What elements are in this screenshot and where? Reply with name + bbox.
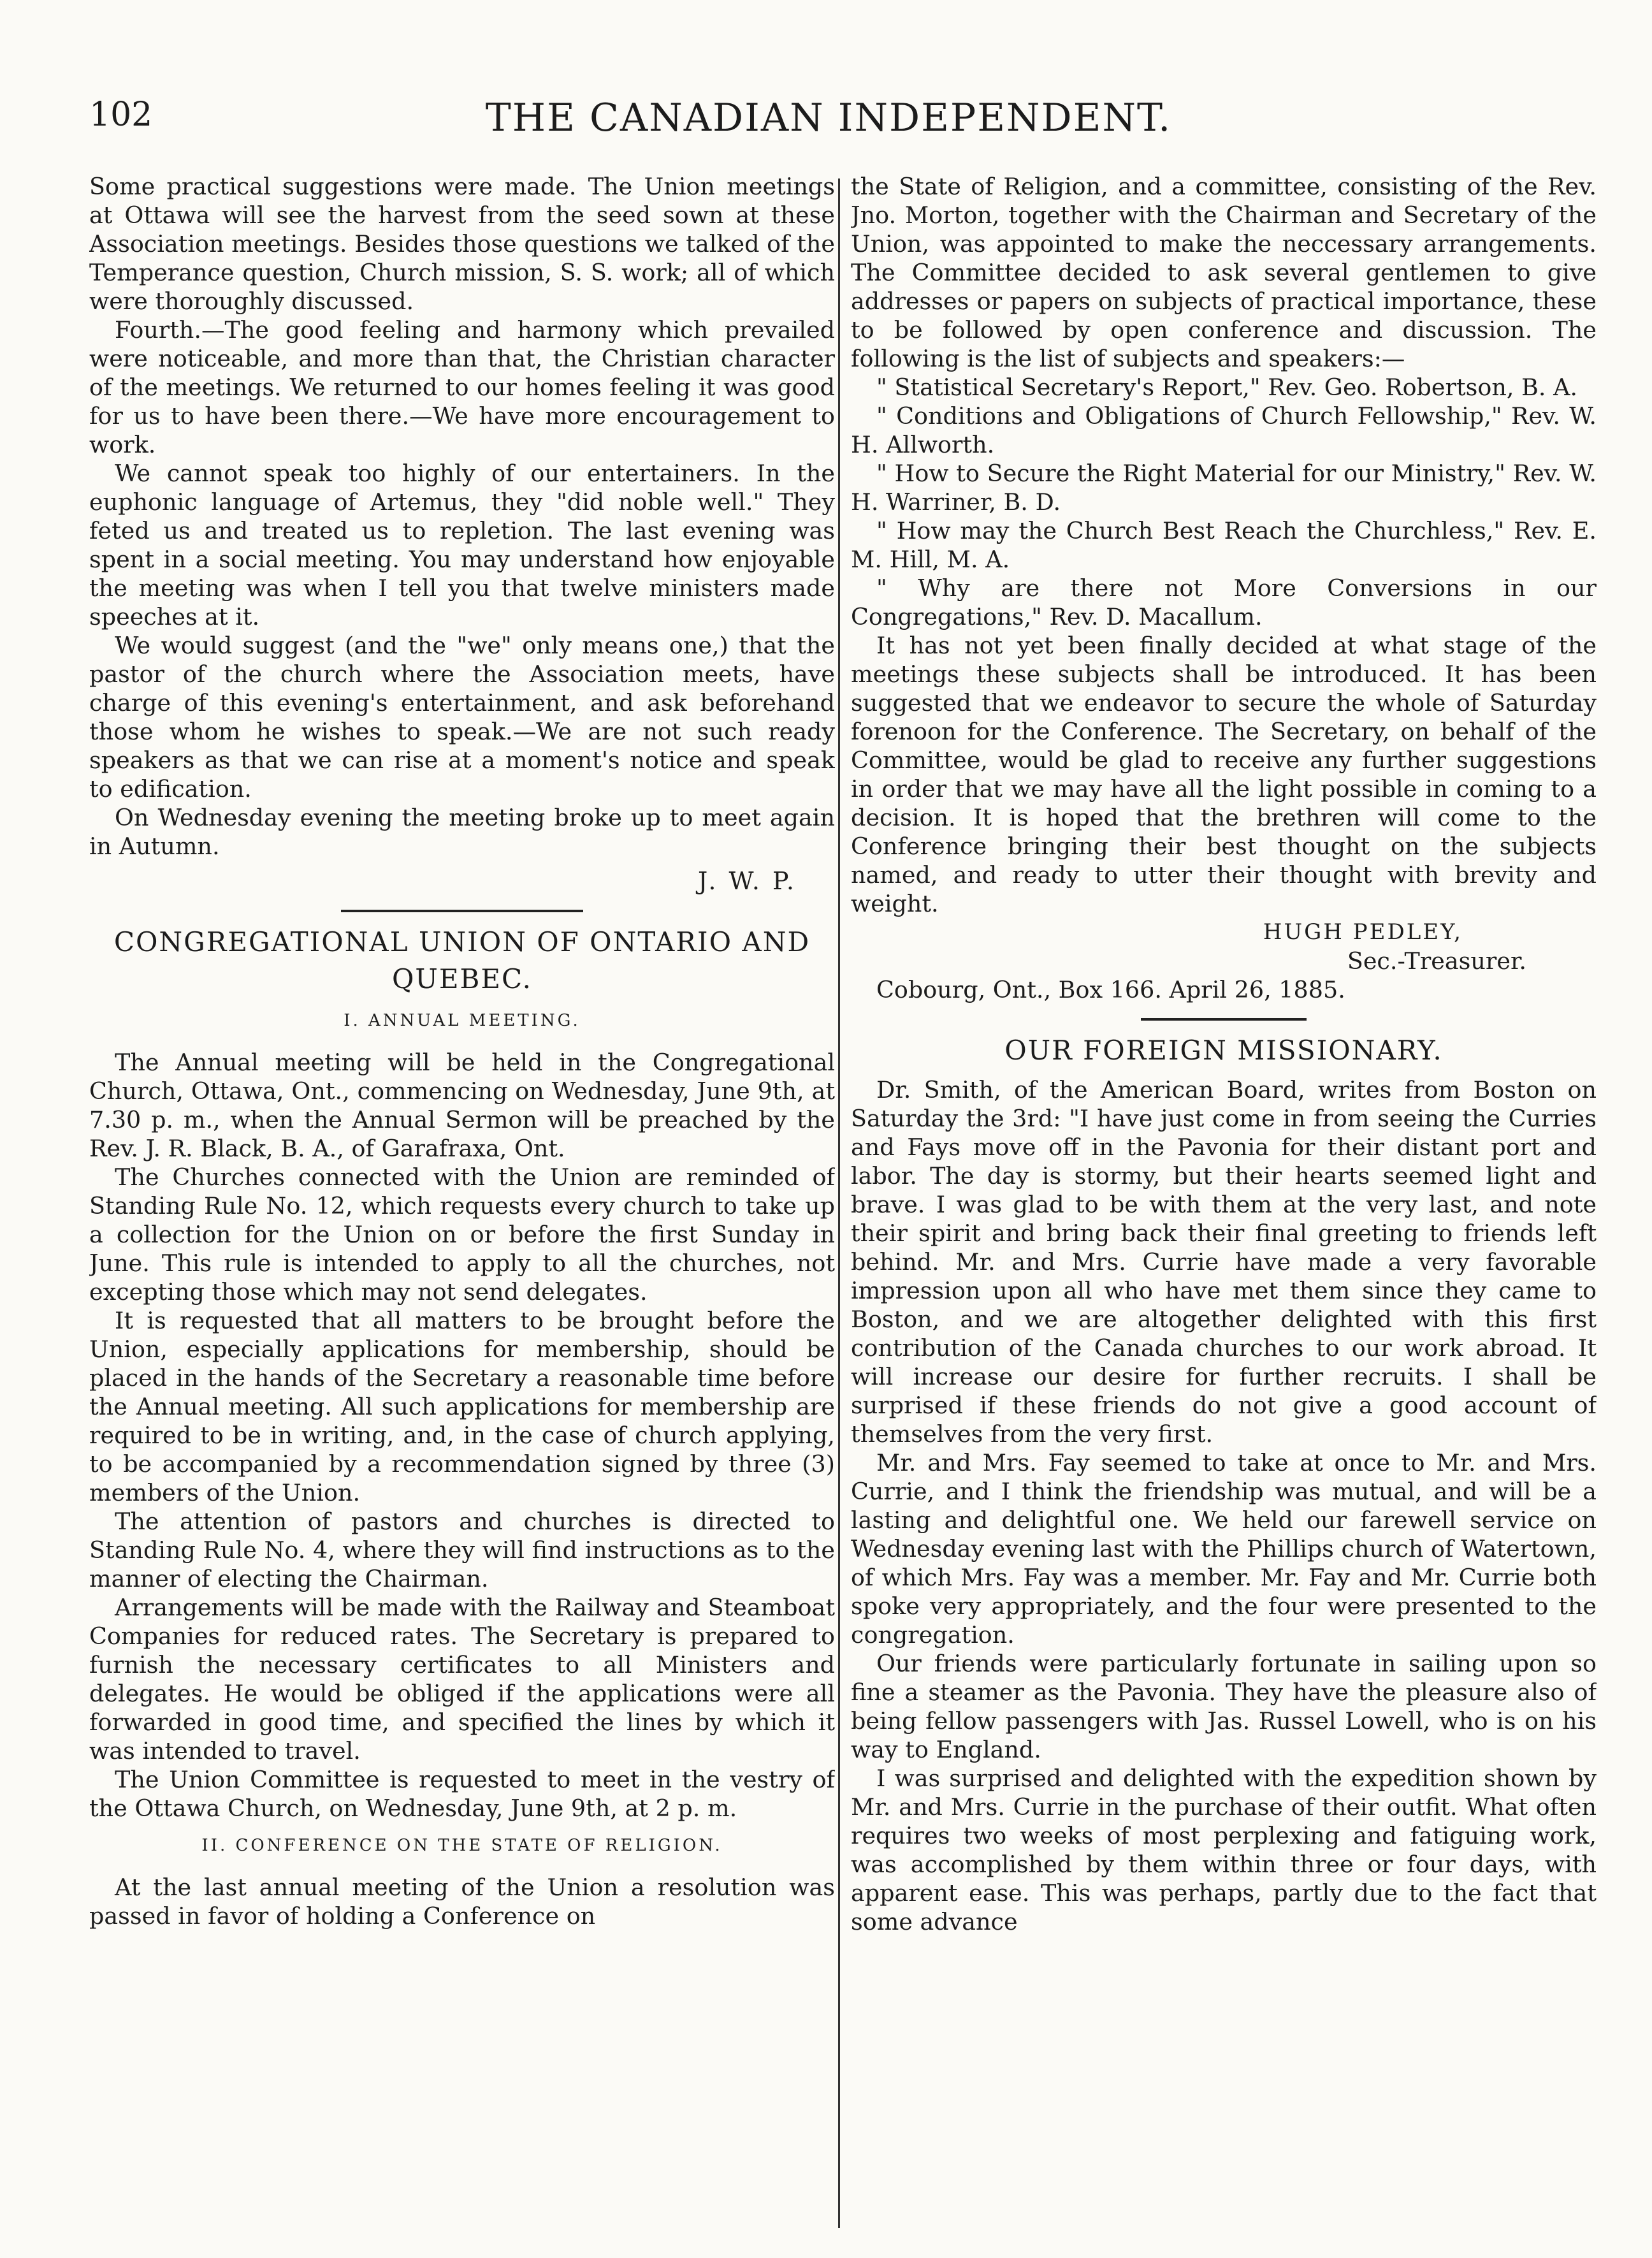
article-paragraph: The Churches connected with the Union are reminded of Standing Rule No. 12, which requests every church to take up a collection for the Union on or before the first Sunday in June. This rule is intended to apply to all the churches, not excepting those which may not send delegates. [89,1163,835,1306]
article-paragraph: the State of Religion, and a committee, consisting of the Rev. Jno. Morton, together with the Chairman and Secretary of the Union, was appointed to make the neccessary arrangements. The Committee decided to ask several gentlemen to give addresses or papers on subjects of practical importance, these to be followed by open conference and discussion. The following is the list of subjects and speakers:— [851,173,1597,372]
article-paragraph: Our friends were particularly fortunate in sailing upon so fine a steamer as the Pavonia. They have the pleasure also of being fellow passengers with Jas. Russel Lowell, who is on his way to England. [851,1650,1597,1763]
article-paragraph: It has not yet been finally decided at what stage of the meetings these subjects shall be introduced. It has been suggested that we endeavor to secure the whole of Saturday forenoon for the Conference. The Secretary, on behalf of the Committee, would be glad to receive any further suggestions in order that we may have all the light possible in coming to a decision. It is hoped that the brethren will come to the Conference bringing their best thought on the subjects named, and ready to utter their thought with brevity and weight. [851,632,1597,917]
article-paragraph: I was surprised and delighted with the expedition shown by Mr. and Mrs. Currie in the purchase of their outfit. What often requires two weeks of most perplexing and fatiguing work, was accomplished by them within three or four days, with apparent ease. This was perhaps, partly due to the fact that some advance [851,1765,1597,1935]
left-column [89,172,835,2231]
conference-subheading: II. CONFERENCE ON THE STATE OF RELIGION. [201,1836,723,1855]
topic-item: " Conditions and Obligations of Church Fellowship," Rev. W. H. Allworth. [851,402,1597,458]
article-paragraph: Mr. and Mrs. Fay seemed to take at once to Mr. and Mrs. Currie, and I think the friendship was mutual, and will be a lasting and delightful one. We held our farewell service on Wednesday evening last with the Phillips church of Watertown, of which Mrs. Fay was a member. Mr. Fay and Mr. Currie both spoke very appropriately, and the four were presented to the congregation. [851,1449,1597,1649]
article-paragraph: The attention of pastors and churches is directed to Standing Rule No. 4, where they will find instructions as to the manner of electing the Chairman. [89,1508,835,1592]
article-paragraph: We would suggest (and the "we" only means one,) that the pastor of the church where the Association meets, have charge of this evening's entertainment, and ask beforehand those whom he wishes to speak.—We are not such ready speakers as that we can rise at a moment's notice and speak to edification. [89,632,835,803]
article-paragraph: We cannot speak too highly of our entertainers. In the euphonic language of Artemus, they "did noble well." They feted us and treated us to repletion. The last evening was spent in a social meeting. You may understand how enjoyable the meeting was when I tell you that twelve ministers made speeches at it. [89,460,835,630]
signoff-name: HUGH PEDLEY, [1263,919,1463,945]
topic-item: " Why are there not More Conversions in our Congregations," Rev. D. Macallum. [851,574,1597,630]
article-paragraph: Some practical suggestions were made. The Union meetings at Ottawa will see the harvest from the seed sown at these Association meetings. Besides those questions we talked of the Temperance question, Church mission, S. S. work; all of which were thoroughly discussed. [89,173,835,315]
article-paragraph: On Wednesday evening the meeting broke up to meet again in Autumn. [89,804,835,860]
column-divider [838,178,840,2228]
topic-item: " Statistical Secretary's Report," Rev. Geo. Robertson, B. A. [876,374,1578,401]
running-title: THE CANADIAN INDEPENDENT. [485,96,1172,140]
section-rule [1141,1018,1307,1021]
topic-item: " How to Secure the Right Material for our Ministry," Rev. W. H. Warriner, B. D. [851,460,1597,516]
section-rule [341,910,583,912]
union-heading: CONGREGATIONAL UNION OF ONTARIO AND QUEBEC. [113,926,811,994]
page-header [89,96,1568,147]
author-signature: J. W. P. [698,867,797,895]
annual-meeting-subheading: I. ANNUAL MEETING. [344,1011,581,1030]
article-paragraph: Fourth.—The good feeling and harmony which prevailed were noticeable, and more than that, the Christian character of the meetings. We returned to our homes feeling it was good for us to have been there.—We have more encouragement to work. [89,316,835,458]
article-paragraph: Arrangements will be made with the Railway and Steamboat Companies for reduced rates. The Secretary is prepared to furnish the necessary certificates to all Ministers and delegates. He would be obliged if the applications were all forwarded in good time, and specified the lines by which it was intended to travel. [89,1594,835,1765]
article-paragraph: The Union Committee is requested to meet in the vestry of the Ottawa Church, on Wednesday, June 9th, at 2 p. m. [89,1766,835,1822]
page-number: 102 [89,96,153,134]
article-paragraph: It is requested that all matters to be brought before the Union, especially applications for membership, should be placed in the hands of the Secretary a reasonable time before the Annual meeting. All such applications for membership are required to be in writing, and, in the case of church applying, to be accompanied by a recommendation signed by three (3) members of the Union. [89,1307,835,1506]
article-paragraph: At the last annual meeting of the Union a resolution was passed in favor of holding a Conference on [89,1874,835,1930]
topic-item: " How may the Church Best Reach the Churchless," Rev. E. M. Hill, M. A. [851,517,1597,573]
missionary-heading: OUR FOREIGN MISSIONARY. [1004,1035,1443,1066]
article-paragraph: Dr. Smith, of the American Board, writes from Boston on Saturday the 3rd: "I have just come in from seeing the Curries and Fays move off in the Pavonia for their distant port and labor. The day is stormy, but their hearts seemed light and brave. I was glad to be with them at the very last, and note their spirit and bring back their final greeting to friends left behind. Mr. and Mrs. Currie have made a very favorable impression upon all who have met them since they came to Boston, and we are altogether delighted with this first contribution of the Canada churches to our work abroad. It will increase our desire for further recruits. I shall be surprised if these friends do not give a good account of themselves from the very first. [851,1076,1597,1448]
article-paragraph: The Annual meeting will be held in the Congregational Church, Ottawa, Ont., commencing on Wednesday, June 9th, at 7.30 p. m., when the Annual Sermon will be preached by the Rev. J. R. Black, B. A., of Garafraxa, Ont. [89,1049,835,1162]
right-column [851,172,1597,2231]
place-date: Cobourg, Ont., Box 166. April 26, 1885. [876,976,1345,1003]
signoff-title: Sec.-Treasurer. [1347,947,1526,975]
